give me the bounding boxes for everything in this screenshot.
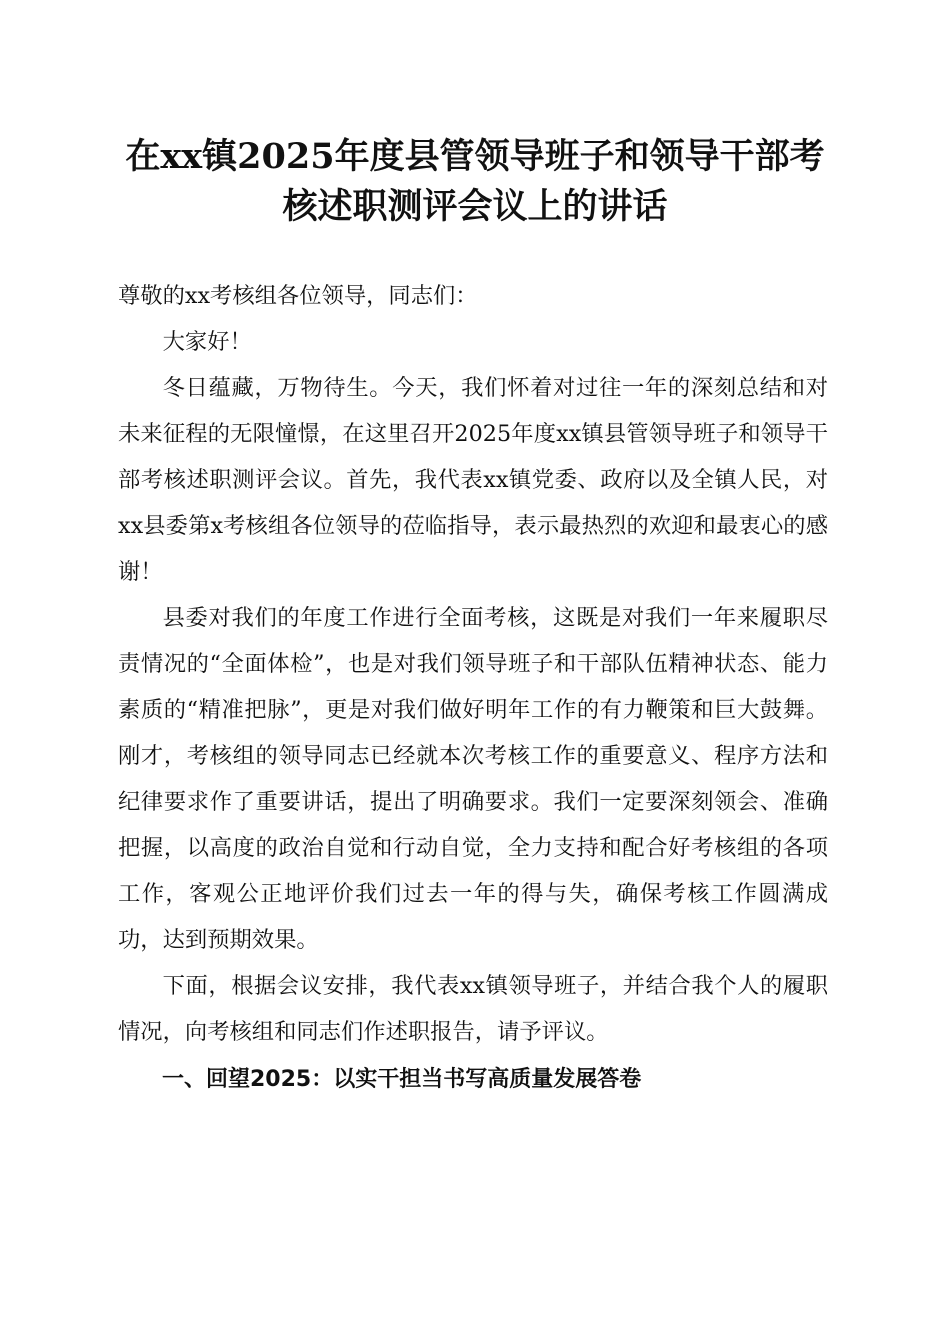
- title-line-1: 在xx镇2025年度县管领导班子和领导干部考: [125, 136, 825, 177]
- paragraph-2: 县委对我们的年度工作进行全面考核，这既是对我们一年来履职尽责情况的“全面体检”，也是对我们领导班子和干部队伍精神状态、能力素质的“精准把脉”，更是对我们做好明年工作的有力鞭策和巨大鼓舞。刚才，考核组的领导同志已经就本次考核工作的重要意义、程序方法和纪律要求作了重要讲话，提出了明确要求。我们一定要深刻领会、准确把握，以高度的政治自觉和行动自觉，全力支持和配合好考核组的各项工作，客观公正地评价我们过去一年的得与失，确保考核工作圆满成功，达到预期效果。: [118, 605, 828, 953]
- section-heading: 一、回望2025：以实干担当书写高质量发展答卷: [162, 1067, 642, 1092]
- greeting: 大家好！: [162, 329, 252, 355]
- paragraph-1: 冬日蕴藏，万物待生。今天，我们怀着对过往一年的深刻总结和对未来征程的无限憧憬，在这里召开2025年度xx镇县管领导班子和领导干部考核述职测评会议。首先，我代表xx镇党委、政府以及全镇人民，对xx县委第x考核组各位领导的莅临指导，表示最热烈的欢迎和最衷心的感谢！: [118, 375, 828, 585]
- document-title: [110, 132, 840, 232]
- title-line-2: 核述职测评会议上的讲话: [282, 186, 668, 227]
- document-body: [118, 273, 828, 1103]
- salutation: 尊敬的xx考核组各位领导，同志们：: [118, 283, 478, 309]
- paragraph-3: 下面，根据会议安排，我代表xx镇领导班子，并结合我个人的履职情况，向考核组和同志们作述职报告，请予评议。: [118, 973, 828, 1045]
